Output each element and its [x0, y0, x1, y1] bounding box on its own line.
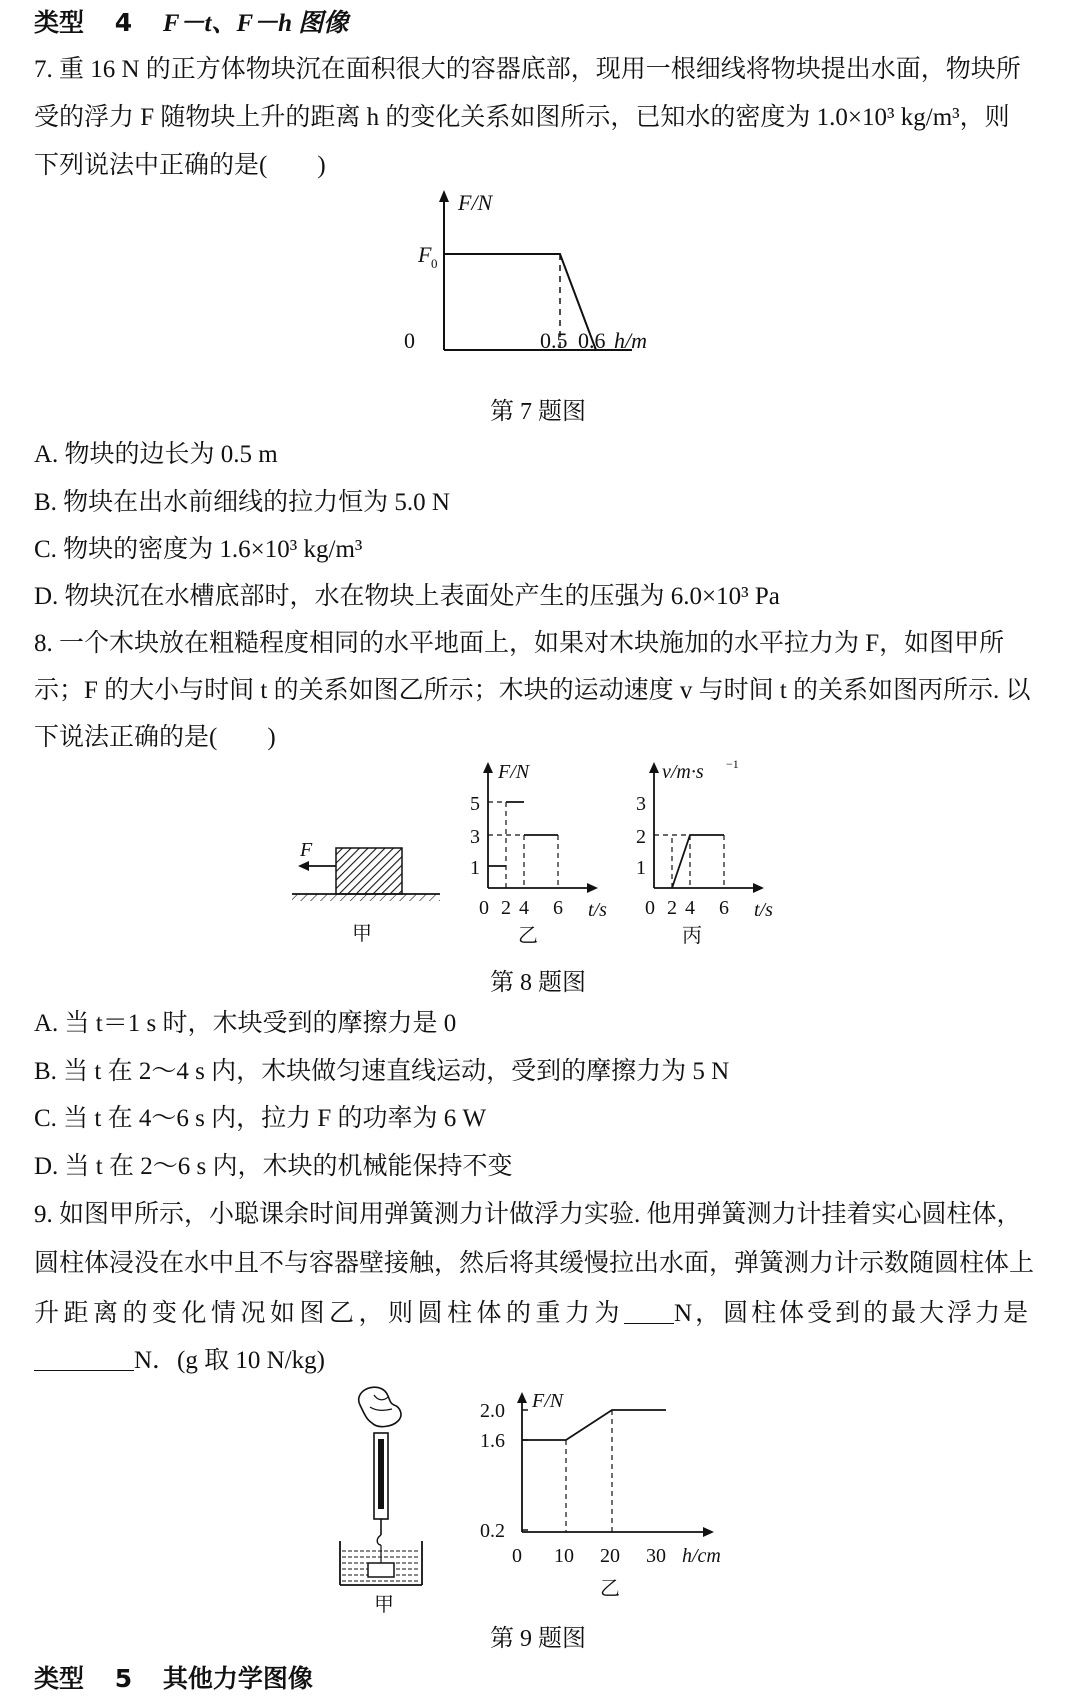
q9-line-1: 9. 如图甲所示，小聪课余时间用弹簧测力计做浮力实验. 他用弹簧测力计挂着实心圆柱体， [34, 1201, 1022, 1228]
q8-bing-xtick-0: 0 [645, 897, 655, 919]
q9-yi-ylabel: F/N [532, 1390, 564, 1412]
q8-bing-xlabel: t/s [754, 899, 773, 921]
q7-y-arrow [439, 190, 449, 202]
cylinder-block [368, 1563, 394, 1577]
q8-line-1: 8. 一个木块放在粗糙程度相同的水平地面上，如果对木块施加的水平拉力为 F，如图甲所 [34, 630, 1005, 657]
q7-option-d: D. 物块沉在水槽底部时，水在物块上表面处产生的压强为 6.0×10³ Pa [34, 583, 780, 610]
q7-tick-06: 0.6 [578, 328, 606, 353]
hand-finger [370, 1407, 392, 1410]
q8-fig-jia-label: 甲 [352, 923, 372, 945]
q8-fig-jia [292, 830, 442, 945]
q8-bing-ytick-3: 3 [636, 793, 646, 815]
q8-wood-block [336, 848, 402, 894]
q9-fig-yi [470, 1390, 750, 1605]
spring-scale-hook-curve [377, 1535, 381, 1545]
q8-option-a: A. 当 t＝1 s 时，木块受到的摩擦力是 0 [34, 1010, 457, 1037]
q9-yi-xlabel: h/cm [682, 1545, 721, 1567]
q8-yi-xtick-2: 2 [501, 897, 511, 919]
q9-yi-y-arrow [517, 1392, 527, 1403]
q7-force-curve [444, 254, 596, 350]
q9-caption: 第 9 题图 [490, 1626, 586, 1652]
q7-caption: 第 7 题图 [490, 399, 586, 425]
q7-line-1: 7. 重 16 N 的正方体物块沉在面积很大的容器底部，现用一根细线将物块提出水面，物块所 [34, 56, 1021, 83]
section-heading: F－t、F－h 图像 [162, 10, 349, 37]
q8-option-b: B. 当 t 在 2～4 s 内，木块做匀速直线运动，受到的摩擦力为 5 N [34, 1058, 730, 1085]
q8-option-c: C. 当 t 在 4～6 s 内，拉力 F 的功率为 6 W [34, 1105, 487, 1132]
q8-bing-xtick-4: 4 [685, 897, 695, 919]
q8-option-d: D. 当 t 在 2～6 s 内，木块的机械能保持不变 [34, 1153, 513, 1180]
section-number: 5 [114, 1664, 133, 1693]
q8-yi-xtick-6: 6 [553, 897, 563, 919]
q8-bing-xtick-6: 6 [719, 897, 729, 919]
q8-fig-yi-label: 乙 [518, 925, 538, 947]
q8-line-3: 下说法正确的是( ) [34, 724, 276, 751]
q8-yi-ytick-1: 1 [470, 857, 480, 879]
q9-line-3 [34, 1297, 1031, 1329]
q8-yi-ytick-5: 5 [470, 793, 480, 815]
q7-line-2: 受的浮力 F 随物块上升的距离 h 的变化关系如图所示，已知水的密度为 1.0×10³ kg/m³，则 [34, 104, 1010, 131]
hand-finger [374, 1395, 388, 1400]
q7-figure [400, 190, 680, 370]
q9-line-4 [34, 1344, 325, 1376]
section-heading: 其他力学图像 [162, 1664, 313, 1693]
q7-option-c: C. 物块的密度为 1.6×10³ kg/m³ [34, 536, 363, 563]
q7-ylabel: F/N [458, 190, 493, 215]
q8-bing-velocity-curve [672, 835, 724, 888]
q9-yi-force-curve [522, 1410, 666, 1440]
q8-floor-hatch [292, 894, 440, 901]
answer-blank-weight[interactable] [624, 1297, 674, 1324]
q8-line-2: 示；F 的大小与时间 t 的关系如图乙所示；木块的运动速度 v 与时间 t 的关系如图丙所示. 以 [34, 677, 1031, 704]
section-number: 4 [114, 8, 133, 37]
q9-fig-yi-label: 乙 [600, 1578, 620, 1600]
q8-caption: 第 8 题图 [490, 970, 586, 996]
q9-yi-xtick-30: 30 [646, 1545, 666, 1567]
q9-yi-xtick-20: 20 [600, 1545, 620, 1567]
q7-tick-05: 0.5 [540, 328, 568, 353]
q9-yi-ytick-16: 1.6 [480, 1430, 505, 1452]
q9-fig-jia [330, 1383, 460, 1598]
q8-yi-x-arrow [587, 883, 598, 893]
q7-xlabel: h/m [614, 328, 647, 353]
section-prefix: 类型 [34, 1664, 85, 1693]
q8-force-arrowhead [298, 861, 309, 871]
q9-fig-jia-label: 甲 [374, 1594, 394, 1616]
q7-f0-sub: 0 [431, 256, 438, 271]
q9-yi-ytick-02: 0.2 [480, 1520, 505, 1542]
answer-blank-buoyancy[interactable] [34, 1344, 134, 1371]
q7-option-a: A. 物块的边长为 0.5 m [34, 441, 278, 468]
q7-option-b: B. 物块在出水前细线的拉力恒为 5.0 N [34, 489, 450, 516]
q7-line-3: 下列说法中正确的是( ) [34, 152, 326, 179]
q9-line-3-end: N，圆柱体受到的最大浮力是 [674, 1300, 1032, 1327]
q8-yi-ylabel: F/N [498, 761, 530, 783]
section-title-type5 [34, 1664, 313, 1694]
q8-bing-ytick-1: 1 [636, 857, 646, 879]
q8-fig-yi [470, 760, 630, 950]
section-prefix: 类型 [34, 8, 85, 37]
q8-bing-y-arrow [649, 762, 659, 773]
q8-bing-ylabel-sup: −1 [726, 757, 739, 771]
q8-yi-y-arrow [483, 762, 493, 773]
q9-line-4-text: N．(g 取 10 N/kg) [134, 1347, 325, 1374]
q8-bing-ylabel: v/m·s [662, 761, 704, 783]
q8-bing-x-arrow [753, 883, 764, 893]
q8-bing-ytick-2: 2 [636, 826, 646, 848]
q7-origin: 0 [404, 328, 415, 353]
q9-yi-ytick-20: 2.0 [480, 1400, 505, 1422]
q9-yi-x-arrow [703, 1527, 714, 1537]
spring-scale-slot [378, 1439, 384, 1509]
q9-yi-xtick-10: 10 [554, 1545, 574, 1567]
hand-icon [359, 1387, 401, 1426]
q9-line-2: 圆柱体浸没在水中且不与容器壁接触，然后将其缓慢拉出水面，弹簧测力计示数随圆柱体上 [34, 1250, 1035, 1277]
q7-f0-label: F [418, 242, 432, 267]
q8-yi-xtick-0: 0 [479, 897, 489, 919]
q9-yi-xtick-0: 0 [512, 1545, 522, 1567]
q8-fig-bing-label: 丙 [682, 925, 702, 947]
q9-line-3-start: 升距离的变化情况如图乙，则圆柱体的重力为 [34, 1300, 625, 1327]
q8-yi-xlabel: t/s [588, 899, 607, 921]
q8-force-label: F [300, 839, 313, 861]
q8-bing-xtick-2: 2 [667, 897, 677, 919]
q8-fig-bing [636, 757, 796, 950]
section-title-type4 [34, 8, 348, 39]
q8-yi-ytick-3: 3 [470, 826, 480, 848]
q8-yi-xtick-4: 4 [519, 897, 529, 919]
